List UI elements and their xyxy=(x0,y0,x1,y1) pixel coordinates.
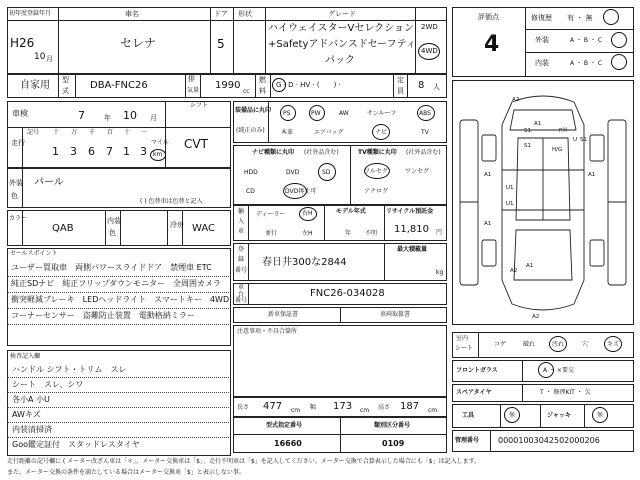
doors-value: 5 xyxy=(217,37,225,51)
inspection-year-unit: 年 xyxy=(104,114,111,122)
place-label-1: 万 xyxy=(71,129,78,136)
fuel-label-1: 燃 xyxy=(259,76,266,84)
tv-analog: アナログ xyxy=(364,188,389,195)
km-label: km xyxy=(153,151,163,158)
windshield-label: フロントガラス xyxy=(456,367,498,374)
footer-line-2: また、メーター交換の条件を満たしている場合はメーター交換車「$」と表示しない事。 xyxy=(7,469,245,476)
disp-label-1: 排 xyxy=(188,75,195,83)
height-unit: cm xyxy=(428,407,438,414)
capacity-unit: 人 xyxy=(433,83,440,91)
inspection-month: 10 xyxy=(123,109,137,122)
seat-opt-burn: コゲ xyxy=(494,341,507,348)
model-name: セレナ xyxy=(120,36,157,50)
score-value: 4 xyxy=(484,32,500,57)
wheel-fr xyxy=(590,135,604,161)
selling-point-1: 純正SDナビ 純正フリップダウンモニター 全周囲カメラ xyxy=(11,279,222,288)
car-diagram xyxy=(452,80,634,325)
place-label-0: 十 xyxy=(53,129,60,136)
inspection-month-unit: 月 xyxy=(150,114,157,122)
mileage-mark-label: 記号 xyxy=(27,129,40,136)
mileage-digit-2: 6 xyxy=(88,145,95,158)
equipment-subtitle: (純正のみ) xyxy=(236,127,265,134)
equip-ps: PS xyxy=(283,110,291,117)
length-label: 長さ xyxy=(237,404,250,411)
diagram-label-10: A1 xyxy=(588,172,596,178)
displacement-unit: cc xyxy=(243,88,250,95)
recycle-deposit-value: 11,810 xyxy=(394,224,429,235)
max-load-label: 最大積載量 xyxy=(397,246,428,253)
seat-opt-tear: 破れ xyxy=(523,341,536,348)
mileage-digit-5: 3 xyxy=(140,145,147,158)
repair-none-circle xyxy=(603,9,619,25)
shape-label: 形状 xyxy=(238,10,252,18)
navi-dvd-play: DVD再生可 xyxy=(285,188,317,195)
inspector-line-0: ハンドル シフト・トリム スレ xyxy=(12,365,127,374)
diagram-label-11: U1 xyxy=(506,201,514,207)
width-label: 幅 xyxy=(310,404,317,411)
diagram-label-2: S1 xyxy=(524,128,531,134)
length-value: 477 xyxy=(263,401,283,412)
registration-label-3: 番号 xyxy=(235,267,248,274)
equip-navi: ナビ xyxy=(375,129,388,136)
exterior-label-2: 色 xyxy=(11,192,18,200)
equipment-title: 装備品に丸印 xyxy=(235,107,272,114)
diagram-label-13: A2 xyxy=(510,268,518,274)
wheel-rl xyxy=(482,240,496,266)
spare-label: スペアタイヤ xyxy=(456,389,492,396)
exterior-label-1: 外装 xyxy=(9,179,23,187)
manual-label: 車両取扱書 xyxy=(380,311,411,318)
equip-tv: TV xyxy=(421,129,429,136)
tools-label: 工具 xyxy=(462,412,475,419)
repair-history-label: 修復歴 xyxy=(531,14,552,22)
color-label: カラー xyxy=(9,215,28,222)
diagram-label-12: A1 xyxy=(484,221,492,227)
first-reg-label: 初年度登録年月 xyxy=(9,10,52,17)
import-parallel: 並行 xyxy=(265,230,278,237)
tv-sub: (社外品含む) xyxy=(406,149,441,156)
navi-cd: CD xyxy=(246,188,255,195)
wheel-fl xyxy=(482,135,496,161)
import-dealer: ディーラー xyxy=(256,211,286,218)
grade-line-3: パック xyxy=(325,55,355,66)
management-label: 管理番号 xyxy=(455,437,480,444)
recycle-deposit-label: リサイクル預託金 xyxy=(386,208,434,215)
repair-history-options: 有 ・ 無 xyxy=(567,14,593,22)
exterior-note: ( ) 色替車は色替と記入 xyxy=(140,198,203,205)
place-label-2: 千 xyxy=(89,129,96,136)
inspector-line-5: Goo鑑定証付 スタッドレスタイヤ xyxy=(12,440,140,449)
import-right-hand: 右H xyxy=(302,210,313,217)
first-reg-year: H26 xyxy=(10,36,35,50)
navi-hdd: HDD xyxy=(244,169,258,176)
mileage-label: 走行 xyxy=(11,139,25,147)
grade-label: グレード xyxy=(328,10,356,18)
diagram-label-7: H/G xyxy=(552,147,563,153)
type-designation-value: 16660 xyxy=(274,439,302,448)
registration-label-2: 録 xyxy=(238,256,245,263)
selling-point-2: 衝突軽減ブレーキ LEDヘッドライト スマートキー 4WD xyxy=(11,295,230,304)
equip-airbag: エアバッグ xyxy=(314,129,344,136)
displacement: 1990 xyxy=(215,80,241,91)
exterior-grade-label: 外装 xyxy=(535,36,549,44)
tv-title: TV種類に丸印 xyxy=(358,149,397,156)
class-label: 類別区分番号 xyxy=(374,422,411,429)
diagram-label-8: A1 xyxy=(484,172,492,178)
class-value: 0109 xyxy=(382,439,405,448)
jack-option: 無 xyxy=(597,412,604,419)
inspector-line-3: AWキズ xyxy=(12,410,41,419)
interior-value: WAC xyxy=(192,223,215,234)
type-designation-label: 型式指定番号 xyxy=(266,422,303,429)
grade-line-1: ハイウェイスターVセレクション xyxy=(268,23,414,34)
type-label-1: 型 xyxy=(62,76,69,84)
grade-line-2: +Safetyアドバンスドセーフティ xyxy=(268,39,416,50)
equip-pw: PW xyxy=(311,110,321,117)
interior-grade-label: 内装 xyxy=(535,59,549,67)
capacity-value: 8 xyxy=(418,80,425,91)
inspection-block xyxy=(7,101,231,168)
interior-label-2: 色 xyxy=(109,229,116,237)
import-label-1: 輸 xyxy=(238,208,245,215)
navi-title: ナビ種類に丸印 xyxy=(252,149,295,156)
spare-options: T ・ 修理KIT ・ 欠 xyxy=(540,389,591,396)
shift-label: シフト xyxy=(190,102,209,109)
interior-seat-label-1: 室内 xyxy=(456,335,469,342)
drive-4wd: 4WD xyxy=(421,47,438,55)
shift-value: CVT xyxy=(184,137,208,151)
selling-points-label: セールスポイント xyxy=(10,250,58,257)
model-year-unit: 年 xyxy=(345,230,352,237)
first-reg-month: 10 xyxy=(34,52,46,62)
import-left-hand: 左H xyxy=(302,230,313,237)
exterior-grade-options: A ・ B ・ C xyxy=(570,37,603,44)
diagram-label-15: A2 xyxy=(532,314,540,320)
inspection-label: 車検 xyxy=(12,109,28,118)
car-rear xyxy=(514,230,572,280)
model-label: 車名 xyxy=(125,10,139,18)
windshield-options: A ・ ×要交 xyxy=(543,367,574,374)
type-value: DBA-FNC26 xyxy=(90,80,148,91)
equip-leather: 本革 xyxy=(281,129,294,136)
recycle-label: 冷房 xyxy=(170,221,184,229)
place-label-5: 一 xyxy=(141,129,148,136)
capacity-label-2: 員 xyxy=(397,87,404,95)
length-unit: cm xyxy=(291,407,301,414)
equip-abs: ABS xyxy=(419,110,431,117)
chassis-label-3: 番号 xyxy=(235,297,248,304)
model-year-unknown: 不明 xyxy=(365,230,378,237)
max-load-unit: kg xyxy=(436,269,444,276)
import-label-2: 入 xyxy=(238,218,245,225)
mileage-digit-0: 1 xyxy=(52,145,59,158)
diagram-label-4: S1 xyxy=(580,137,587,143)
diagram-label-1: A1 xyxy=(534,121,542,127)
inspection-year: 7 xyxy=(78,109,85,122)
chassis-label-1: 車 xyxy=(238,284,245,291)
interior-label-1: 内装 xyxy=(107,217,121,225)
height-label: 高さ xyxy=(378,404,391,411)
use-value: 自家用 xyxy=(20,80,50,91)
diagram-label-3: P外 xyxy=(559,128,568,134)
diagram-label-6: S1 xyxy=(524,143,531,149)
jack-label: ジャッキ xyxy=(547,412,571,419)
warranty-label: 新車保証書 xyxy=(268,311,299,318)
fuel-options: G · D · HV · ( ) · xyxy=(276,81,341,89)
seat-opt-hole: 穴 xyxy=(582,341,589,348)
fuel-label-2: 料 xyxy=(259,87,266,95)
management-value: 00001003042502000206 xyxy=(498,436,600,445)
side-left xyxy=(460,120,478,285)
place-label-3: 百 xyxy=(107,129,114,136)
inspector-line-4: 内装清掃済 xyxy=(12,425,52,434)
inspector-label: 検査記入欄 xyxy=(10,353,41,360)
mileage-digit-3: 7 xyxy=(106,145,113,158)
wheel-rr xyxy=(590,240,604,266)
height-value: 187 xyxy=(400,401,420,412)
drive-2wd: 2WD xyxy=(421,23,438,31)
place-label-4: 十 xyxy=(124,129,131,136)
equip-aw: AW xyxy=(339,110,349,117)
interior-grade-options: A ・ B ・ C xyxy=(570,60,603,67)
inspector-line-2: 各小A 小U xyxy=(12,395,50,404)
mileage-digit-1: 3 xyxy=(70,145,77,158)
color-value: QAB xyxy=(52,223,74,234)
mileage-digit-4: 1 xyxy=(123,145,130,158)
width-unit: cm xyxy=(360,407,370,414)
exterior-value: パール xyxy=(34,177,64,188)
registration-value: 春日井300な2844 xyxy=(262,257,347,268)
navi-sub: (社外品含む) xyxy=(304,149,339,156)
score-label: 評価点 xyxy=(478,13,499,21)
selling-point-3: コーナーセンサー 盗難防止装置 電動格納ミラー xyxy=(11,311,195,320)
tools-option: 無 xyxy=(509,412,516,419)
interior-c-circle xyxy=(611,54,627,70)
exterior-c-circle xyxy=(611,32,627,48)
footer-line-1: 走行距離の記号欄に ( メーター改ざん車は「＊」、メーター交換車は「$」、走行不明車は「$」を記入してください。メーター交換で合算表示した場合にも「$」は記入します。 xyxy=(7,458,481,465)
equip-sunroof: サンルーフ xyxy=(367,110,397,117)
capacity-label-1: 定 xyxy=(397,76,404,84)
car-hood xyxy=(510,110,576,130)
tv-oneseg: ワンセグ xyxy=(405,168,430,175)
disp-label-2: 気量 xyxy=(187,87,200,94)
seat-opt-scratch: キズ xyxy=(607,341,619,348)
interior-seat-label-2: シート xyxy=(455,345,474,352)
navi-sd: SD xyxy=(322,169,331,176)
registration-label-1: 登 xyxy=(238,246,245,253)
inspector-line-1: シート スレ、シワ xyxy=(12,380,84,389)
model-year-label: モデル年式 xyxy=(336,208,366,215)
diagram-label-5: U xyxy=(573,137,578,143)
navi-dvd: DVD xyxy=(286,169,300,176)
selling-point-0: ユーザー買取車 両側パワースライドドア 禁煙車 ETC xyxy=(11,263,212,272)
width-value: 173 xyxy=(333,401,353,412)
first-reg-month-unit: 月 xyxy=(46,55,53,63)
doors-label: ドア xyxy=(214,10,228,18)
notes-label: 注意事項・不具合箇所 xyxy=(237,328,298,335)
seat-opt-dirt: 汚れ xyxy=(552,341,565,348)
import-label-3: 車 xyxy=(238,228,245,235)
diagram-label-14: A1 xyxy=(526,263,534,269)
chassis-value: FNC26-034028 xyxy=(310,288,385,299)
notes-block xyxy=(233,325,447,397)
diagram-label-9: U1 xyxy=(506,185,514,191)
chassis-label-2: 台 xyxy=(238,291,245,298)
recycle-deposit-unit: 円 xyxy=(436,229,443,236)
diagram-label-0: A2 xyxy=(512,97,520,103)
side-right xyxy=(608,120,626,285)
type-label-2: 式 xyxy=(62,87,69,95)
tv-fullseg: フルセグ xyxy=(364,168,388,175)
mile-label: マイル xyxy=(151,139,169,146)
